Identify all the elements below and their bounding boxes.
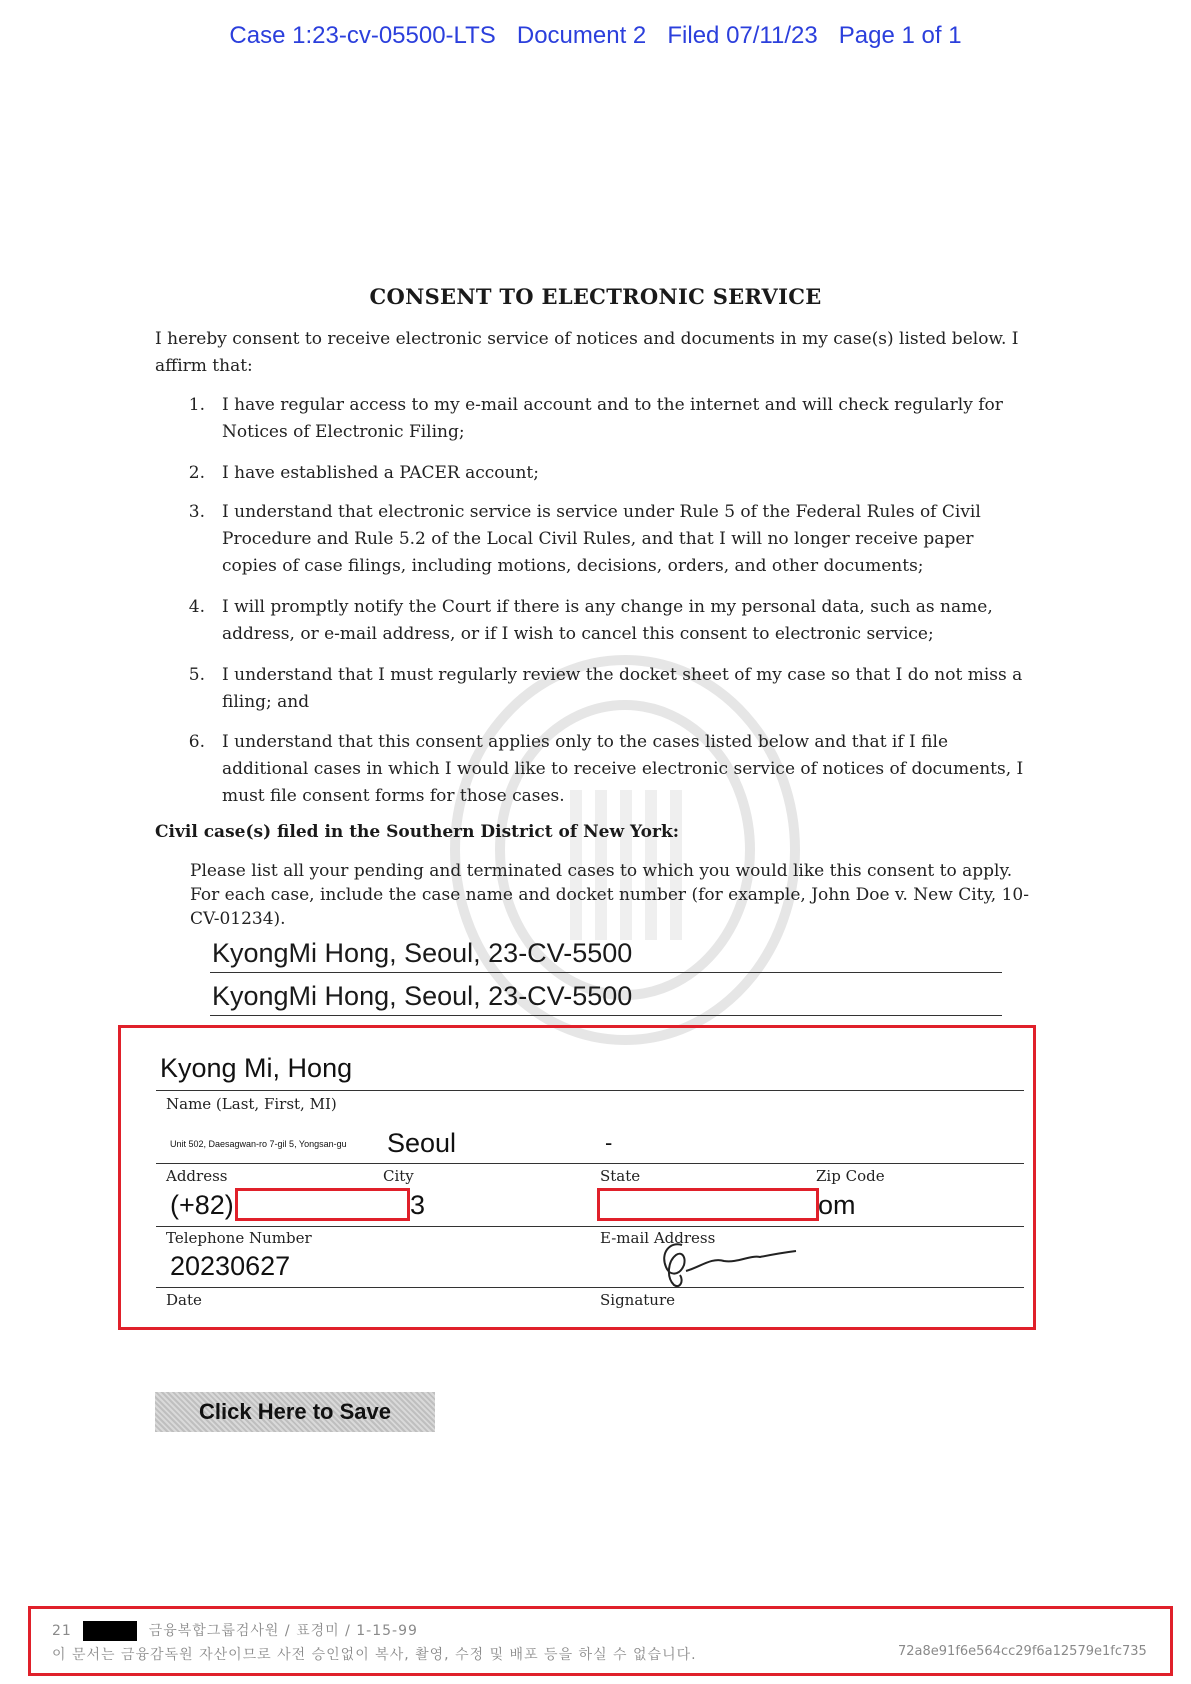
redaction-block [83,1621,137,1641]
item-number: 2. [188,463,205,483]
item-number: 4. [188,597,205,617]
signature-label: Signature [600,1291,676,1309]
state-field[interactable]: - [605,1130,613,1155]
state-label: State [600,1167,641,1185]
email-redaction-box [597,1188,819,1221]
email-label: E-mail Address [600,1229,716,1247]
phone-rule [156,1226,1024,1227]
date-rule [156,1287,1024,1288]
email-suffix[interactable]: om [818,1190,856,1220]
name-rule [156,1090,1024,1091]
item-number: 6. [188,732,205,752]
list-item: I have regular access to my e-mail account and to the internet and will check regularly for Notices of Electronic Filing; [222,395,1003,442]
civil-cases-heading: Civil case(s) filed in the Southern District of New York: [155,822,680,842]
date-field[interactable]: 20230627 [170,1251,291,1281]
case-entry-field[interactable]: KyongMi Hong, Seoul, 23-CV-5500 [210,977,1002,1016]
footer-highlight [28,1606,1173,1676]
phone-prefix[interactable]: (+82) [170,1190,234,1220]
item-number: 5. [188,665,205,685]
list-item: I will promptly notify the Court if there is any change in my personal data, such as name, address, or e-mail address, or if I wish to cancel this consent to electronic service; [222,597,993,644]
case-number: Case 1:23-cv-05500-LTS [229,22,496,49]
zip-label: Zip Code [816,1167,885,1185]
phone-label: Telephone Number [166,1229,312,1247]
address-field[interactable]: Unit 502, Daesagwan-ro 7-gil 5, Yongsan-gu [170,1139,347,1149]
name-label: Name (Last, First, MI) [166,1095,337,1113]
date-label: Date [166,1291,202,1309]
case-entry-field[interactable]: KyongMi Hong, Seoul, 23-CV-5500 [210,934,1002,973]
list-item: I understand that I must regularly review the docket sheet of my case so that I do not miss a filing; and [222,665,1023,712]
civil-cases-instructions: Please list all your pending and terminated cases to which you would like this consent to apply. For each case, include the case name and docket number (for example, John Doe v. New City, 10-CV-01234). [190,861,1029,929]
filed-date: Filed 07/11/23 [667,22,818,49]
page-count: Page 1 of 1 [838,22,962,49]
list-item: I have established a PACER account; [222,463,539,483]
phone-suffix[interactable]: 3 [410,1190,426,1220]
phone-redaction-box [235,1188,410,1221]
footer-inspector: 금융복합그룹검사원 / 표경미 / 1-15-99 [148,1623,418,1639]
footer-line-1 [52,1620,418,1641]
item-number: 1. [188,395,205,415]
footer-prefix: 21 [52,1623,72,1639]
document-number: Document 2 [516,22,647,49]
item-number: 3. [188,502,205,522]
address-label: Address [166,1167,228,1185]
list-item: I understand that electronic service is service under Rule 5 of the Federal Rules of Civil Procedure and Rule 5.2 of the Local Civil Rules, and that I will no longer receive paper copies of case filings, including motions, decisions, orders, and other documents; [222,502,981,576]
document-hash: 72a8e91f6e564cc29f6a12579e1fc735 [898,1644,1147,1659]
list-item: I understand that this consent applies only to the cases listed below and that if I file additional cases in which I would like to receive electronic service of notices of documents, I must file consent forms for those cases. [222,732,1024,806]
city-label: City [383,1167,414,1185]
document-title: CONSENT TO ELECTRONIC SERVICE [369,284,822,309]
ecf-header-stamp [0,22,1191,50]
name-field[interactable]: Kyong Mi, Hong [160,1053,353,1083]
city-field[interactable]: Seoul [387,1128,457,1158]
address-rule [156,1163,1024,1164]
save-button[interactable]: Click Here to Save [155,1392,435,1432]
footer-line-2: 이 문서는 금융감독원 자산이므로 사전 승인없이 복사, 촬영, 수정 및 배포 등을 하실 수 없습니다. [52,1647,697,1663]
intro-paragraph: I hereby consent to receive electronic service of notices and documents in my case(s) listed below. I affirm that: [155,329,1019,376]
